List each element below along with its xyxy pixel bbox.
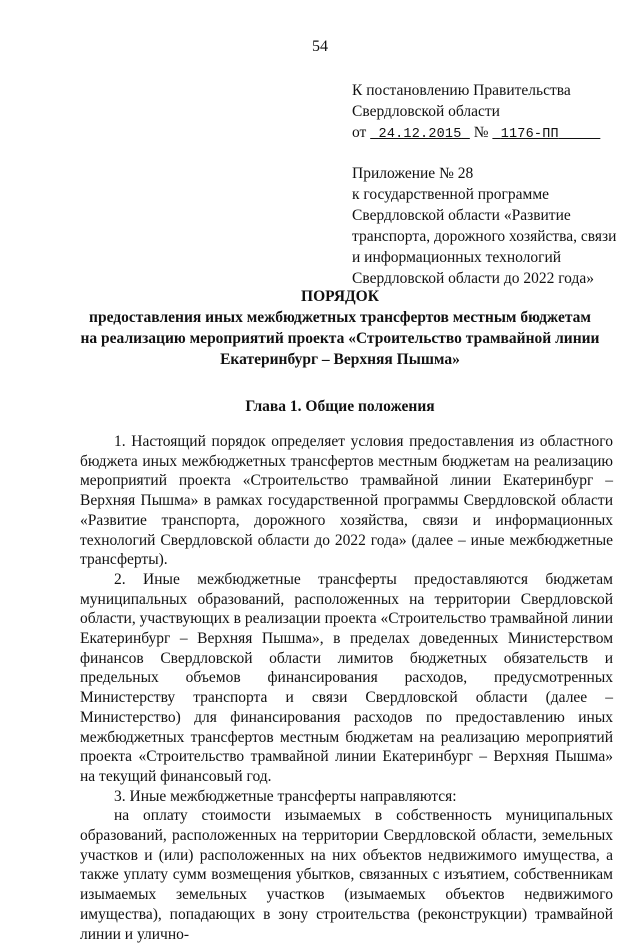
attachment-block (352, 80, 632, 289)
appendix-line-3: Свердловской области «Развитие (352, 207, 571, 224)
paragraph: на оплату стоимости изымаемых в собственность муниципальных образований, расположенных на территории Свердловской области, земельных участков и (или) расположенных на них объектов недвижимого имущества, а также уплату сумм возмещения убытков, связанных с изъятием, собственникам изымаемых земельных участков (изымаемых объектов недвижимого имущества), попадающих в зону строительства (реконструкции) трамвайной линии и улично- (80, 807, 613, 943)
title-line-3: Екатеринбург – Верхняя Пышма» (220, 351, 460, 368)
appendix-line-4: транспорта, дорожного хозяйства, связи (352, 228, 617, 245)
attachment-line-2: Свердловской области (352, 103, 500, 120)
paragraph: 2. Иные межбюджетные трансферты предоставляются бюджетам муниципальных образований, расположенных на территории Свердловской области, участвующих в реализации проекта «Строительство трамвайной линии Екатеринбург – Верхняя Пышма», в пределах доведенных Министерством финансов Свердловской области лимитов бюджетных обязательств и предельных объемов финансирования расходов, предусмотренных Министерству транспорта и связи Свердловской области (далее – Министерство) для финансирования расходов по предоставлению иных межбюджетных трансфертов местным бюджетам на реализацию мероприятий проекта «Строительство трамвайной линии Екатеринбург – Верхняя Пышма» на текущий финансовый год. (80, 570, 613, 785)
date-prefix: от (352, 124, 367, 141)
page-number: 54 (312, 38, 328, 55)
title-heading: ПОРЯДОК (301, 288, 379, 305)
resolution-date: 24.12.2015 (378, 127, 462, 142)
title-line-2: на реализацию мероприятий проекта «Строительство трамвайной линии (80, 330, 600, 347)
resolution-number: 1176-ПП (500, 127, 559, 142)
document-body (80, 432, 613, 944)
appendix-line-6: Свердловской области до 2022 года» (352, 270, 594, 287)
paragraph: 3. Иные межбюджетные трансферты направляются: (114, 787, 457, 805)
title-line-1: предоставления иных межбюджетных трансфертов местным бюджетам (89, 309, 591, 326)
appendix-line-2: к государственной программе (352, 186, 550, 203)
paragraph: 1. Настоящий порядок определяет условия предоставления из областного бюджета иных межбюджетных трансфертов местным бюджетам на реализацию мероприятий проекта «Строительство трамвайной линии Екатеринбург – Верхняя Пышма» в рамках государственной программы Свердловской области «Развитие транспорта, дорожного хозяйства, связи и информационных технологий Свердловской области до 2022 года» (далее – иные межбюджетные трансферты). (80, 433, 613, 569)
attachment-line-1: К постановлению Правительства (352, 82, 571, 99)
chapter-title: Глава 1. Общие положения (245, 398, 435, 415)
number-prefix: № (473, 124, 489, 141)
document-title (60, 286, 620, 370)
attachment-date-line (352, 122, 632, 145)
appendix-line-5: и информационных технологий (352, 249, 562, 266)
appendix-line-1: Приложение № 28 (352, 165, 474, 182)
